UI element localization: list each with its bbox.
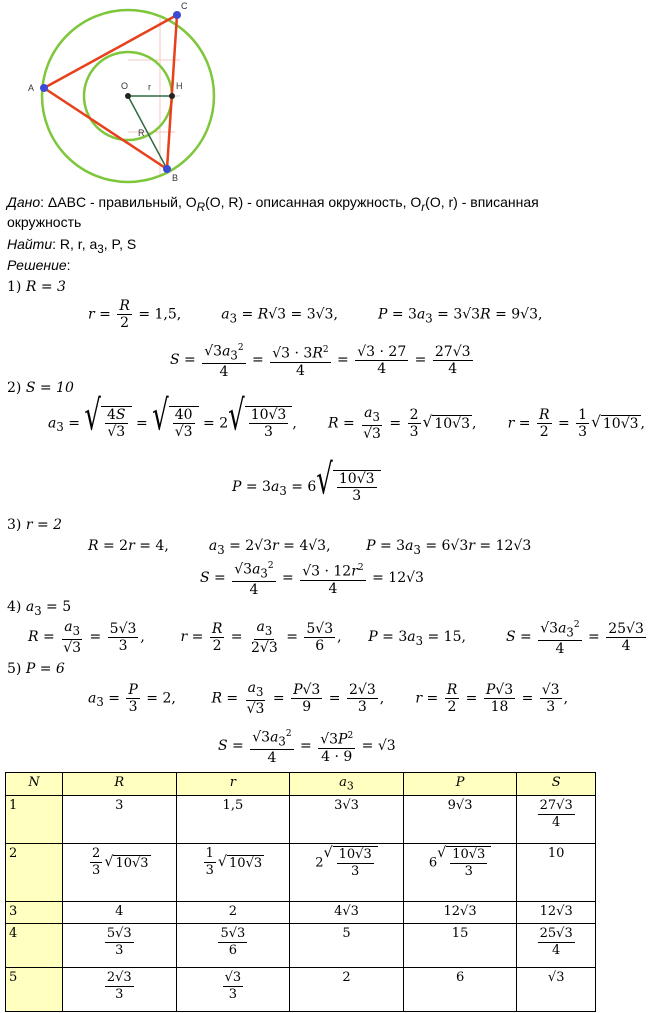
case-5-title: 5) P = 6: [7, 661, 65, 677]
case-1-line2: S = $\frac{√3a_3^2}{4}$ = $\frac{√3 \cdot 3R^2}{4}$ = $\frac{√3 \cdot 27}{4}$ = $\frac{27√3}{4}$: [170, 340, 475, 380]
case-3-title: 3) r = 2: [7, 517, 63, 533]
given-line: Дано: ΔABC - правильный, $O_R(O$, R) - описанная окружность, $O_r(O$, r) - вписанная: [7, 194, 539, 214]
case-2-title: 2) S = 10: [7, 380, 74, 396]
table-header-row: [6, 773, 596, 796]
table-row: 3 4 2 4√3 12√3 12√3: [6, 902, 596, 924]
given-prefix: Дано: [7, 194, 41, 210]
table-row: 4 $\frac{5√3}{3}$ $\frac{5√3}{6}$ 5 15 $\frac{25√3}{4}$: [6, 924, 596, 968]
label-o: O: [121, 81, 129, 91]
label-r-small: r: [148, 82, 151, 92]
table-row: 2 $\frac{2}{3}$ √ 10√3 $\frac{1}{3}$ √ 10√3 2 √ $\frac{10√3}{3}$ 6 √ $\frac{10√3}{3}$ 10: [6, 844, 596, 902]
case-1-line1: r = $\frac{R}{2}$ = 1,5, $a_3 = R√3 = 3√3$, $P = 3a_3 = 3√3R = 9√3$,: [88, 298, 543, 331]
point-h: [169, 93, 175, 99]
case-2-line2: $P = 3a_3 = 6$ √ $\frac{10√3}{3}$: [232, 470, 381, 504]
label-a: A: [28, 83, 35, 93]
col-p: P: [403, 773, 517, 796]
col-r-big: R: [63, 773, 177, 796]
label-h: H: [176, 81, 183, 91]
given-cont: окружность: [7, 214, 82, 230]
point-o: [125, 93, 131, 99]
label-r-big: R: [138, 128, 145, 138]
table-row: 5 $\frac{2√3}{3}$ $\frac{√3}{3}$ 2 6 √3: [6, 968, 596, 1012]
point-a: [40, 84, 48, 92]
case-2-line1: $a_3$ = √ $\frac{4S}{√3}$ = √ $\frac{40}{√3}$ = 2 √ $\frac{10√3}{3}$ , R = $\frac{a_3}{√3}$ = $\frac{2}{3}$ √ 10√3 , r = $\frac{R}{2}$ = $\frac{1}{3}$ √ 10√3 ,: [48, 392, 645, 442]
solution-heading: Решение:: [7, 257, 71, 273]
table-row: 1 3 1,5 3√3 9√3 $\frac{27√3}{4}$: [6, 796, 596, 844]
point-b: [163, 165, 171, 173]
col-s: S: [517, 773, 596, 796]
geometry-figure: [0, 0, 240, 190]
label-b: B: [172, 173, 179, 183]
case-4-title: 4) $a_3 = 5$: [7, 599, 72, 618]
case-5-line2: S = $\frac{√3a_3^2}{4}$ = $\frac{√3P^2}{4 \cdot 9}$ = √3: [218, 726, 396, 766]
col-r-small: r: [176, 773, 290, 796]
results-table: [5, 772, 596, 1012]
case-5-line1: $a_3$ = $\frac{P}{3}$ = 2, R = $\frac{a_3}{√3}$ = $\frac{P√3}{9}$ = $\frac{2√3}{3}$ , r = $\frac{R}{2}$ = $\frac{P√3}{18}$ = $\frac{√3}{3}$ ,: [88, 680, 569, 717]
col-a3: $a_3$: [290, 773, 404, 796]
case-3-line2: S = $\frac{√3a_3^2}{4}$ = $\frac{√3 \cdot 12r^2}{4}$ = 12√3: [200, 558, 424, 598]
point-c: [173, 11, 181, 19]
col-n: N: [6, 773, 63, 796]
case-3-line1: R = 2r = 4, $a_3 = 2√3r = 4√3$, $P = 3a_3 = 6√3r = 12√3$: [88, 538, 532, 557]
label-c: C: [181, 1, 188, 11]
case-1-title: 1) R = 3: [7, 279, 66, 295]
find-line: Найти: R, r, $a_3$, P, S: [7, 236, 137, 256]
case-4-line1: R = $\frac{a_3}{√3}$ = $\frac{5√3}{3}$ , r = $\frac{R}{2}$ = $\frac{a_3}{2√3}$ = $\frac{5√3}{6}$ , $P = 3a_3 = 15$, S = $\frac{√3a_3^2}{4}$ = $\frac{25√3}{4}$: [28, 618, 644, 658]
